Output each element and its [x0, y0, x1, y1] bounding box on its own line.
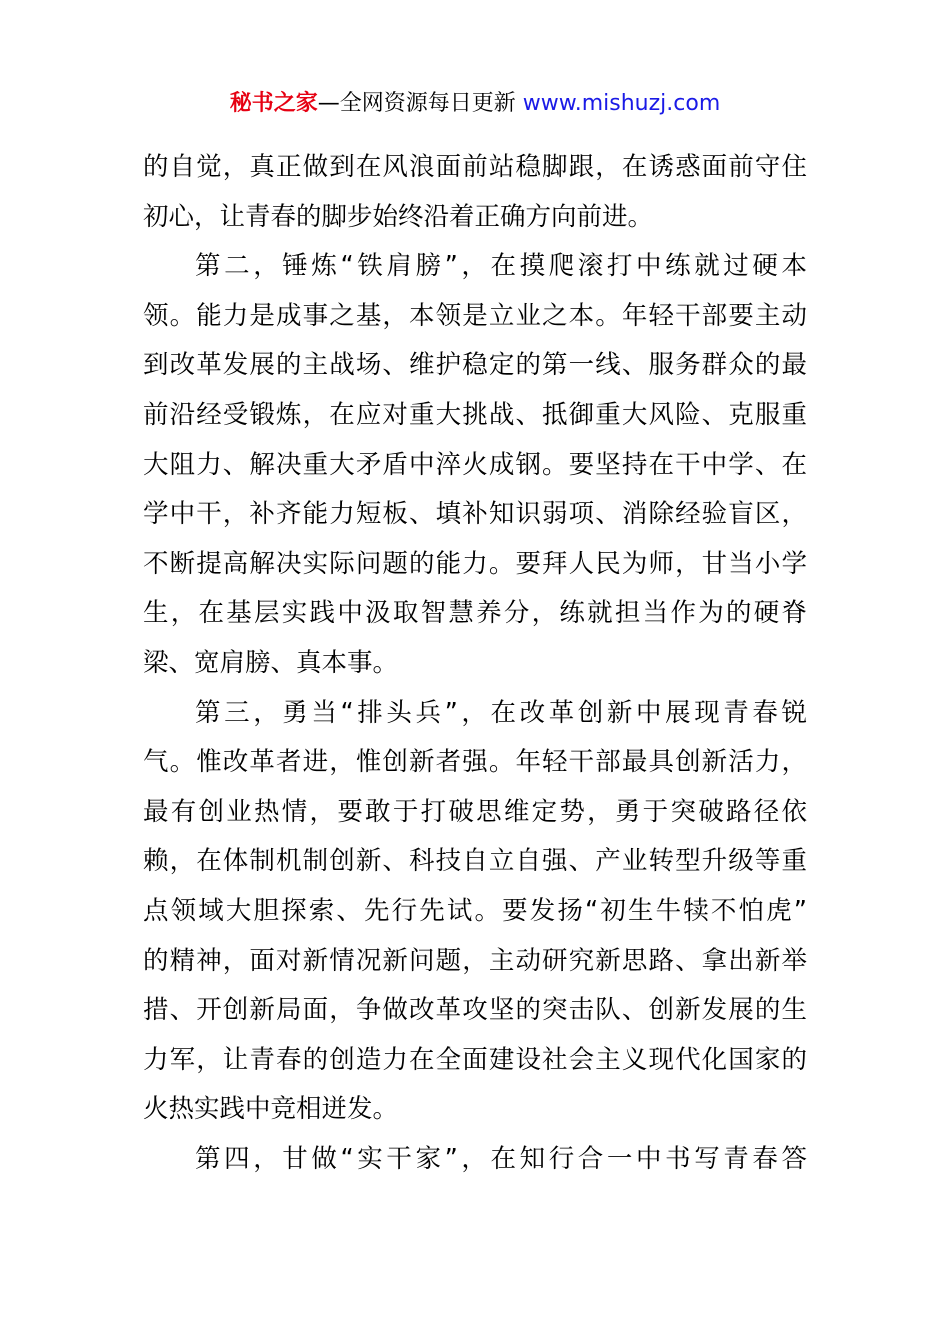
- text-line: 生，在基层实践中汲取智慧养分，练就担当作为的硬脊: [143, 598, 807, 629]
- text-line: 气。惟改革者进，惟创新者强。年轻干部最具创新活力，: [143, 747, 807, 778]
- text-line: 梁、宽肩膀、真本事。: [143, 647, 399, 678]
- site-tagline: —全网资源每日更新: [317, 91, 523, 116]
- site-brand: 秘书之家: [229, 91, 318, 116]
- text-line: 第二，锤炼“铁肩膀”，在摸爬滚打中练就过硬本: [195, 251, 807, 282]
- site-url[interactable]: www.mishuzj.com: [522, 91, 721, 116]
- text-line: 最有创业热情，要敢于打破思维定势，勇于突破路径依: [143, 796, 807, 827]
- text-line: 措、开创新局面，争做改革攻坚的突击队、创新发展的生: [143, 995, 807, 1026]
- text-line: 火热实践中竞相迸发。: [143, 1094, 399, 1125]
- text-line: 领。能力是成事之基，本领是立业之本。年轻干部要主动: [143, 300, 807, 331]
- text-line: 大阻力、解决重大矛盾中淬火成钢。要坚持在干中学、在: [143, 449, 807, 480]
- text-line: 的精神，面对新情况新问题，主动研究新思路、拿出新举: [143, 945, 807, 976]
- text-line: 不断提高解决实际问题的能力。要拜人民为师，甘当小学: [143, 548, 807, 579]
- text-line: 的自觉，真正做到在风浪面前站稳脚跟，在诱惑面前守住: [143, 152, 807, 182]
- text-line: 赖，在体制机制创新、科技自立自强、产业转型升级等重: [143, 846, 807, 877]
- text-line: 第四，甘做“实干家”，在知行合一中书写青春答: [195, 1143, 807, 1174]
- site-header: [0, 88, 950, 120]
- text-line: 力军，让青春的创造力在全面建设社会主义现代化国家的: [143, 1044, 807, 1075]
- text-line: 第三，勇当“排头兵”，在改革创新中展现青春锐: [195, 697, 807, 728]
- document-body: [143, 148, 807, 1189]
- text-line: 到改革发展的主战场、维护稳定的第一线、服务群众的最: [143, 350, 807, 381]
- text-line: 点领域大胆探索、先行先试。要发扬“初生牛犊不怕虎”: [143, 895, 807, 926]
- text-line: 学中干，补齐能力短板、填补知识弱项、消除经验盲区，: [143, 499, 807, 530]
- text-line: 前沿经受锻炼，在应对重大挑战、抵御重大风险、克服重: [143, 399, 807, 430]
- text-line: 初心，让青春的脚步始终沿着正确方向前进。: [143, 201, 654, 232]
